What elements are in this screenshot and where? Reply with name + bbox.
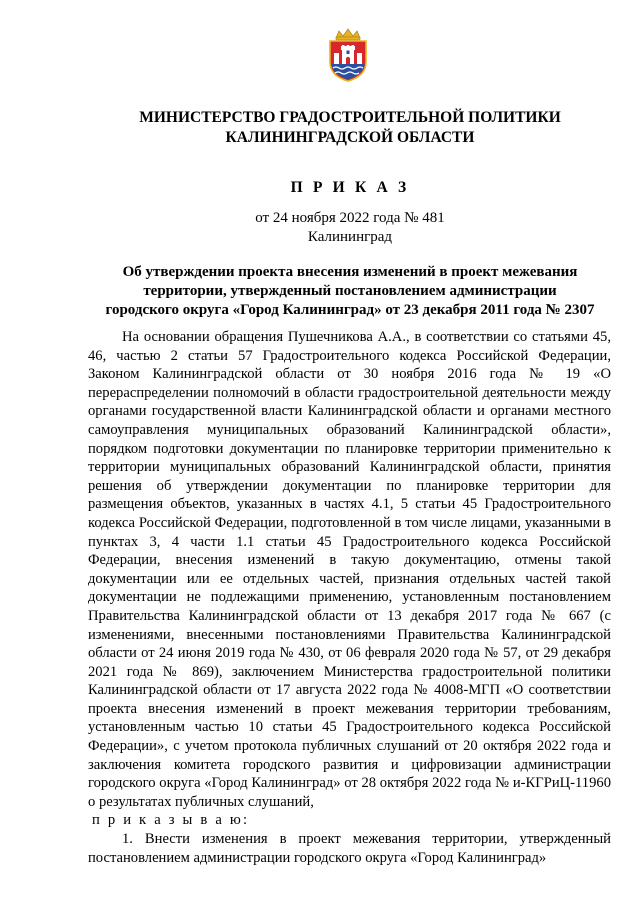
city: Калининград	[307, 229, 393, 245]
subject-line1: Об утверждении проекта внесения изменений в проект межевания	[122, 264, 578, 280]
kaliningrad-coat-of-arms-icon	[327, 28, 369, 82]
ministry-name-line1: МИНИСТЕРСТВО ГРАДОСТРОИТЕЛЬНОЙ ПОЛИТИКИ	[139, 109, 561, 126]
body-paragraph-basis: На основании обращения Пушечникова А.А., в соответствии со статьями 45, 46, частью 2 статьи 57 Градостроительного кодекса Российской Федерации, Законом Калининградской области от 30 ноября 2016 года № 19 «О перераспределении полномочий в области градостроительной деятельности между органами государственной власти Калининградской области и органами местного самоуправления муниципальных образований Калининградской области», порядком подготовки документации по планировке территории применительно к территории муниципальных образований Калининградской области, принятия решения об утверждении документации по планировке территории для размещения объектов, указанных в частях 4.1, 5 статьи 45 Градостроительного кодекса Российской Федерации, подготовленной в том числе лицами, указанными в пунктах 3, 4 части 1.1 статьи 45 Градостроительного кодекса Российской Федерации, внесения изменений в такую документацию, отмены такой документации или ее отдельных частей, признания отдельных частей такой документации не подлежащими применению, установленным постановлением Правительства Калининградской области от 13 декабря 2017 года № 667 (с изменениями, внесенными постановлениями Правительства Калининградской области от 24 июня 2019 года № 430, от 06 февраля 2020 года № 57, от 29 декабря 2021 года № 869), заключением Министерства градостроительной политики Калининградской области от 17 августа 2022 года № 4008-МГП «О соответствии проекта внесения изменений в проект межевания территории требованиям, установленным частью 10 статьи 45 Градостроительного кодекса Российской Федерации», с учетом протокола публичных слушаний от 20 октября 2022 года и заключения комитета городского развития и цифровизации администрации городского округа «Город Калининград» от 28 октября 2022 года № и-КГРиЦ-11960 о результатах публичных слушаний,	[88, 329, 611, 810]
date-number: от 24 ноября 2022 года № 481	[255, 210, 445, 226]
document-body	[88, 328, 611, 867]
subject-line2: территории, утвержденный постановлением администрации	[143, 283, 557, 299]
document-subject	[80, 263, 620, 320]
order-word: п р и к а з ы в а ю:	[92, 812, 250, 829]
ministry-name-line2: КАЛИНИНГРАДСКОЙ ОБЛАСТИ	[225, 129, 475, 146]
document-type: П Р И К А З	[290, 179, 410, 196]
subject-line3: городского округа «Город Калининград» от 23 декабря 2011 года № 2307	[105, 302, 595, 318]
ministry-name	[60, 108, 640, 148]
date-and-place	[60, 209, 640, 247]
body-paragraph-item-1: 1. Внести изменения в проект межевания территории, утвержденный постановлением администрации городского округа «Город Калининград»	[88, 831, 611, 866]
